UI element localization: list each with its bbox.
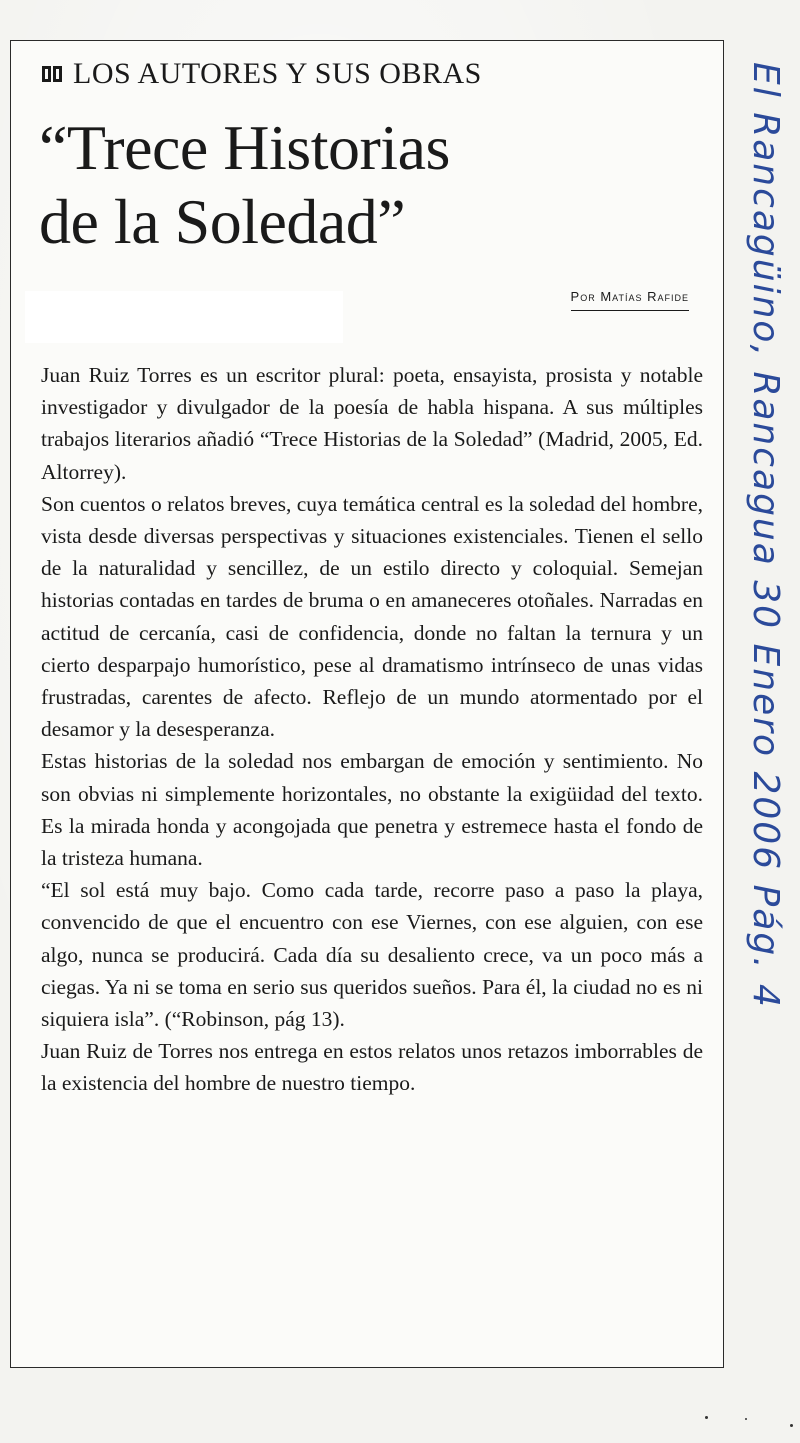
redacted-area [25,291,343,343]
newspaper-clipping [10,40,724,1368]
article-paragraph: Estas historias de la soledad nos embargan de emoción y sentimiento. No son obvias ni simplemente horizontales, no obstante la exigüidad del texto. Es la mirada honda y acongojada que penetra y estremece hasta el fondo de la tristeza humana. [41,749,703,871]
article-paragraph: Juan Ruiz de Torres nos entrega en estos relatos unos retazos imborrables de la existencia del hombre de nuestro tiempo. [41,1039,703,1096]
scan-speck [705,1416,708,1419]
scan-speck [745,1418,747,1420]
scan-speck [790,1424,793,1427]
article-byline: Por Matías Rafide [571,289,689,311]
article-title-line-1: “Trece Historias [39,112,450,183]
article-title [39,111,450,259]
article-paragraph: Son cuentos o relatos breves, cuya temática central es la soledad del hombre, vista desde diversas perspectivas y situaciones existenciales. Tienen el sello de la naturalidad y sencillez, de un estilo directo y coloquial. Semejan historias contadas en tardes de bruma o en amaneceres otoñales. Narradas en actitud de cercanía, casi de confidencia, donde no faltan la ternura y un cierto desparpajo humorístico, pese al dramatismo intrínseco de unas vidas frustradas, carentes de afecto. Reflejo de un mundo atormentado por el desamor y la desesperanza. [41,491,703,742]
article-body [41,359,703,1100]
handwritten-annotation [742,62,790,1112]
article-paragraph: Juan Ruiz Torres es un escritor plural: poeta, ensayista, prosista y notable investigador y divulgador de la poesía de habla hispana. A sus múltiples trabajos literarios añadió “Trece Historias de la Soledad” (Madrid, 2005, Ed. Altorrey). [41,363,703,484]
article-title-line-2: de la Soledad” [39,186,406,257]
bookmark-icon [41,63,63,85]
handwritten-note-text: El Rancagüino, Rancagua 30 Enero 2006 Pág. 4 [745,62,786,1009]
section-header [41,57,482,91]
section-label: LOS AUTORES Y SUS OBRAS [73,57,482,90]
article-paragraph: “El sol está muy bajo. Como cada tarde, recorre paso a paso la playa, convencido de que el encuentro con ese Viernes, con ese alguien, con ese algo, nunca se producirá. Cada día su desaliento crece, va un poco más a ciegas. Ya ni se toma en serio sus queridos sueños. Para él, la ciudad no es ni siquiera isla”. (“Robinson, pág 13). [41,878,703,1032]
